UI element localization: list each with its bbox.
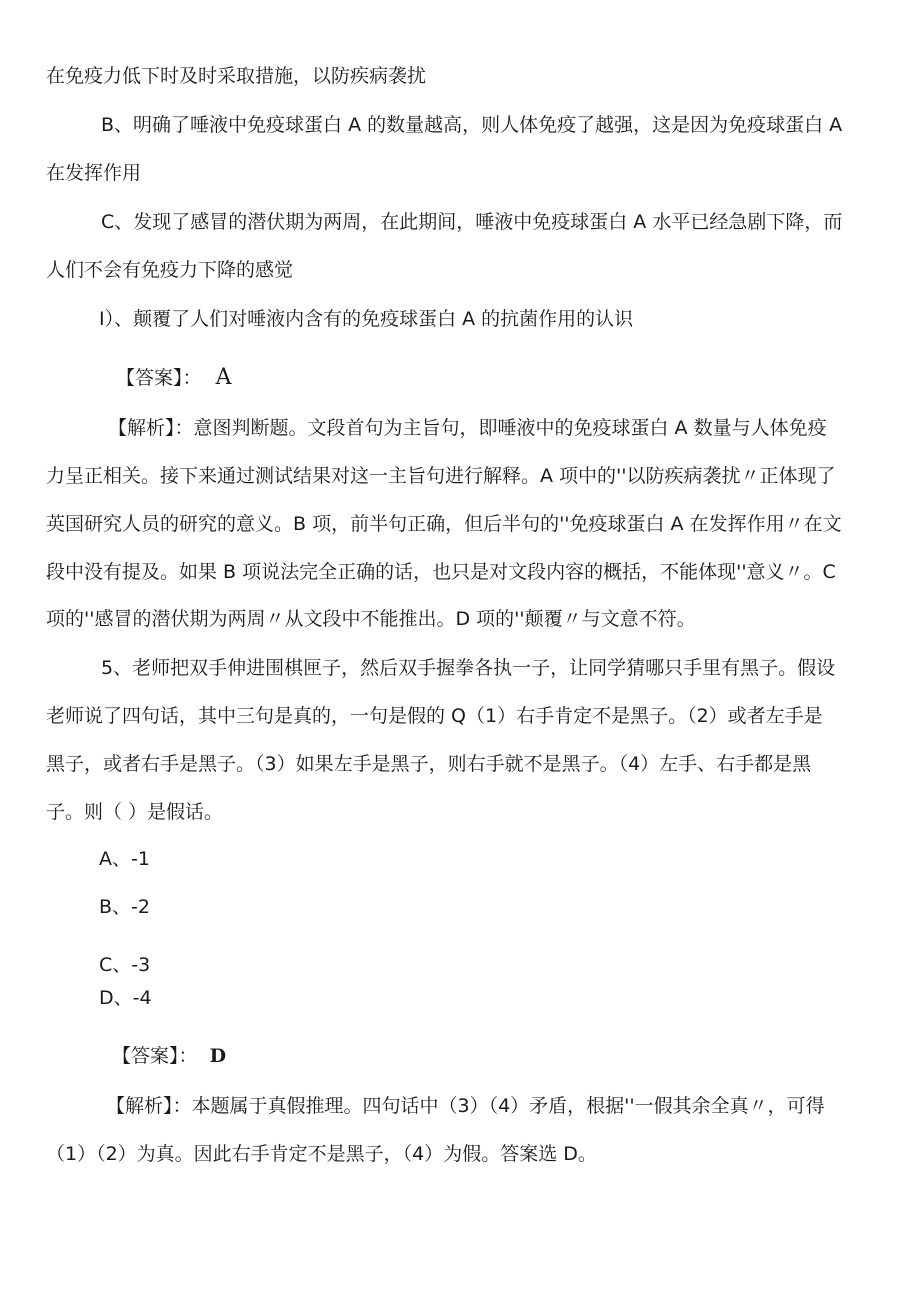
option-c-text: C、发现了感冒的潜伏期为两周，在此期间，唾液中免疫球蛋白 A 水平已经急剧下降，而 xyxy=(101,211,843,233)
q4-analysis-line: 力呈正相关。接下来通过测试结果对这一主旨句进行解释。A 项中的''以防疾病袭扰〃正体现了 xyxy=(46,465,836,487)
q5-question-line: 黑子，或者右手是黑子。（3）如果左手是黑子，则右手就不是黑子。（4）左手、右手都是黑 xyxy=(46,753,812,775)
q5-option-d: D、-4 xyxy=(99,987,152,1009)
answer-label: 【答案】： xyxy=(116,367,202,389)
answer-value: A xyxy=(215,365,232,390)
q5-question-line: 子。则（ ）是假话。 xyxy=(46,801,224,823)
q4-analysis-line: 【解析】：意图判断题。文段首句为主旨句，即唾液中的免疫球蛋白 A 数量与人体免疫 xyxy=(108,417,827,439)
option-c-text-continued: 人们不会有免疫力下降的感觉 xyxy=(46,259,294,281)
option-b-text-continued: 在发挥作用 xyxy=(46,162,142,184)
q5-option-b: B、-2 xyxy=(99,896,150,918)
q5-question-line: 老师说了四句话，其中三句是真的，一句是假的 Q（1）右手肯定不是黑子。（2）或者左手是 xyxy=(46,705,823,727)
paragraph-text: 在免疫力低下时及时采取措施，以防疾病袭扰 xyxy=(46,65,427,87)
answer-value: D xyxy=(209,1045,227,1067)
q5-question-line: 5、老师把双手伸进围棋匣子，然后双手握拳各执一子，让同学猜哪只手里有黑子。假设 xyxy=(101,657,836,679)
q4-analysis-line: 段中没有提及。如果 B 项说法完全正确的话，也只是对文段内容的概括，不能体现''意义〃。C xyxy=(46,561,836,583)
q4-analysis-line: 项的''感冒的潜伏期为两周〃从文段中不能推出。D 项的''颠覆〃与文意不符。 xyxy=(46,608,696,630)
answer-label: 【答案】： xyxy=(112,1045,198,1067)
q5-option-c: C、-3 xyxy=(99,954,151,976)
option-d-text: I）、颠覆了人们对唾液内含有的免疫球蛋白 A 的抗菌作用的认识 xyxy=(99,308,634,330)
q4-answer xyxy=(116,366,231,390)
q5-analysis-line: 【解析】：本题属于真假推理。四句话中（3）（4）矛盾，根据''一假其余全真〃，可得 xyxy=(106,1095,825,1117)
q5-analysis-line: （1）（2）为真。因此右手肯定不是黑子，（4）为假。答案选 D。 xyxy=(46,1143,597,1165)
q5-answer xyxy=(112,1044,226,1068)
q4-analysis-line: 英国研究人员的研究的意义。B 项，前半句正确，但后半句的''免疫球蛋白 A 在发挥作用〃在文 xyxy=(46,513,842,535)
q5-option-a: A、-1 xyxy=(99,848,150,870)
option-b-text: B、明确了唾液中免疫球蛋白 A 的数量越高，则人体免疫了越强，这是因为免疫球蛋白 A xyxy=(101,114,843,136)
